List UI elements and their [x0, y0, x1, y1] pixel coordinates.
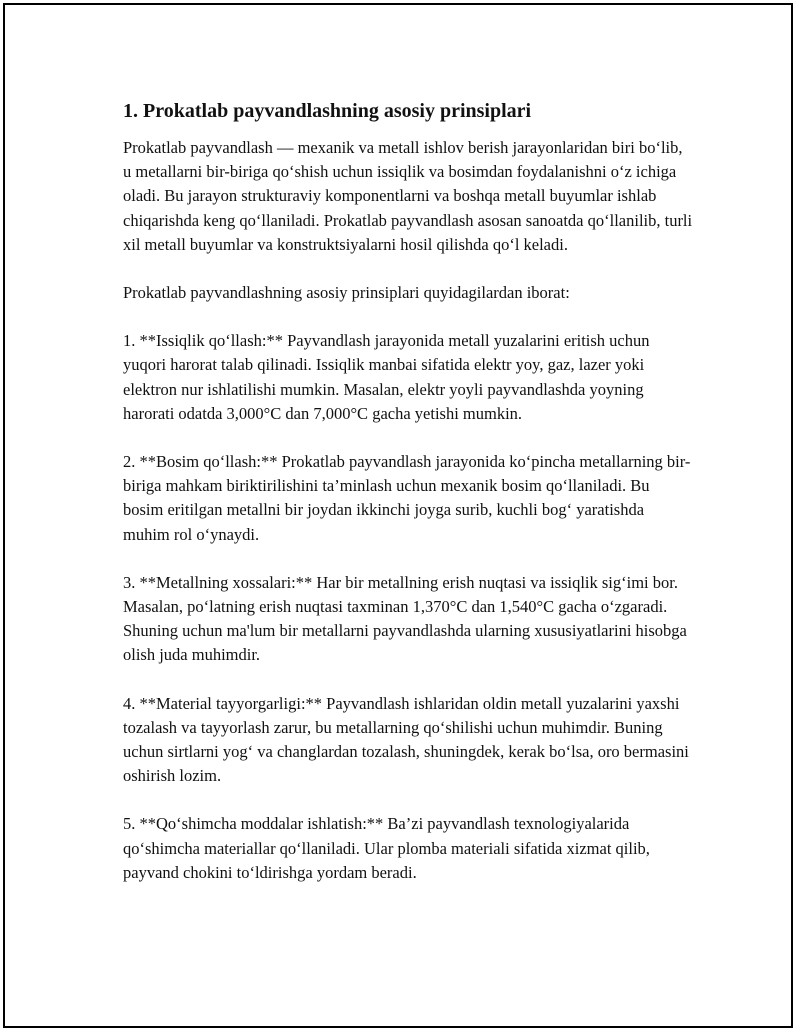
principles-intro: Prokatlab payvandlashning asosiy prinsiplari quyidagilardan iborat: [123, 283, 570, 303]
principle-pressure: 2. **Bosim qo‘llash:** Prokatlab payvandlash jarayonida ko‘pincha metallarning bir-biriga mahkam biriktirilishini ta’minlash uchun mexanik bosim qo‘llaniladi. Bu bosim eritilgan metallni bir joydan ikkinchi joyga surib, kuchli bog‘ yaratishda muhim rol o‘ynaydi. [123, 452, 691, 544]
document-body [123, 98, 693, 909]
principle-metal-properties: 3. **Metallning xossalari:** Har bir metallning erish nuqtasi va issiqlik sig‘imi bor. Masalan, po‘latning erish nuqtasi taxminan 1,370°C dan 1,540°C gacha o‘zgaradi. Shuning uchun ma'lum bir metallarni payvandlashda ularning xususiyatlarini hisobga olish juda muhimdir. [123, 572, 687, 665]
intro-paragraph: Prokatlab payvandlash — mexanik va metall ishlov berish jarayonlaridan biri bo‘lib, u metallarni bir-biriga qo‘shish uchun issiqlik va bosimdan foydalanishni o‘z ichiga oladi. Bu jarayon strukturaviy komponentlarni va boshqa metall buyumlar ishlab chiqarishda keng qo‘llaniladi. Prokatlab payvandlash asosan sanoatda qo‘llanilib, turli xil metall buyumlar va konstruktsiyalarni hosil qilishda qo‘l keladi. [123, 138, 693, 254]
principle-material-preparation: 4. **Material tayyorgarligi:** Payvandlash ishlaridan oldin metall yuzalarini yaxshi tozalash va tayyorlash zarur, bu metallarning qo‘shilishi uchun muhimdir. Buning uchun sirtlarni yog‘ va changlardan tozalash, shuningdek, kerak bo‘lsa, oro bermasini oshirish lozim. [123, 693, 689, 786]
principle-additional-materials: 5. **Qo‘shimcha moddalar ishlatish:** Ba’zi payvandlash texnologiyalarida qo‘shimcha materiallar qo‘llaniladi. Ular plomba materiali sifatida xizmat qilib, payvand chokini to‘ldirishga yordam beradi. [123, 814, 650, 882]
principle-heat: 1. **Issiqlik qo‘llash:** Payvandlash jarayonida metall yuzalarini eritish uchun yuqori harorat talab qilinadi. Issiqlik manbai sifatida elektr yoy, gaz, lazer yoki elektron nur ishlatilishi mumkin. Masalan, elektr yoyli payvandlashda yoyning harorati odatda 3,000°C dan 7,000°C gacha yetishi mumkin. [123, 331, 650, 423]
page-frame [3, 3, 793, 1028]
section-heading: 1. Prokatlab payvandlashning asosiy prinsiplari [123, 100, 532, 122]
